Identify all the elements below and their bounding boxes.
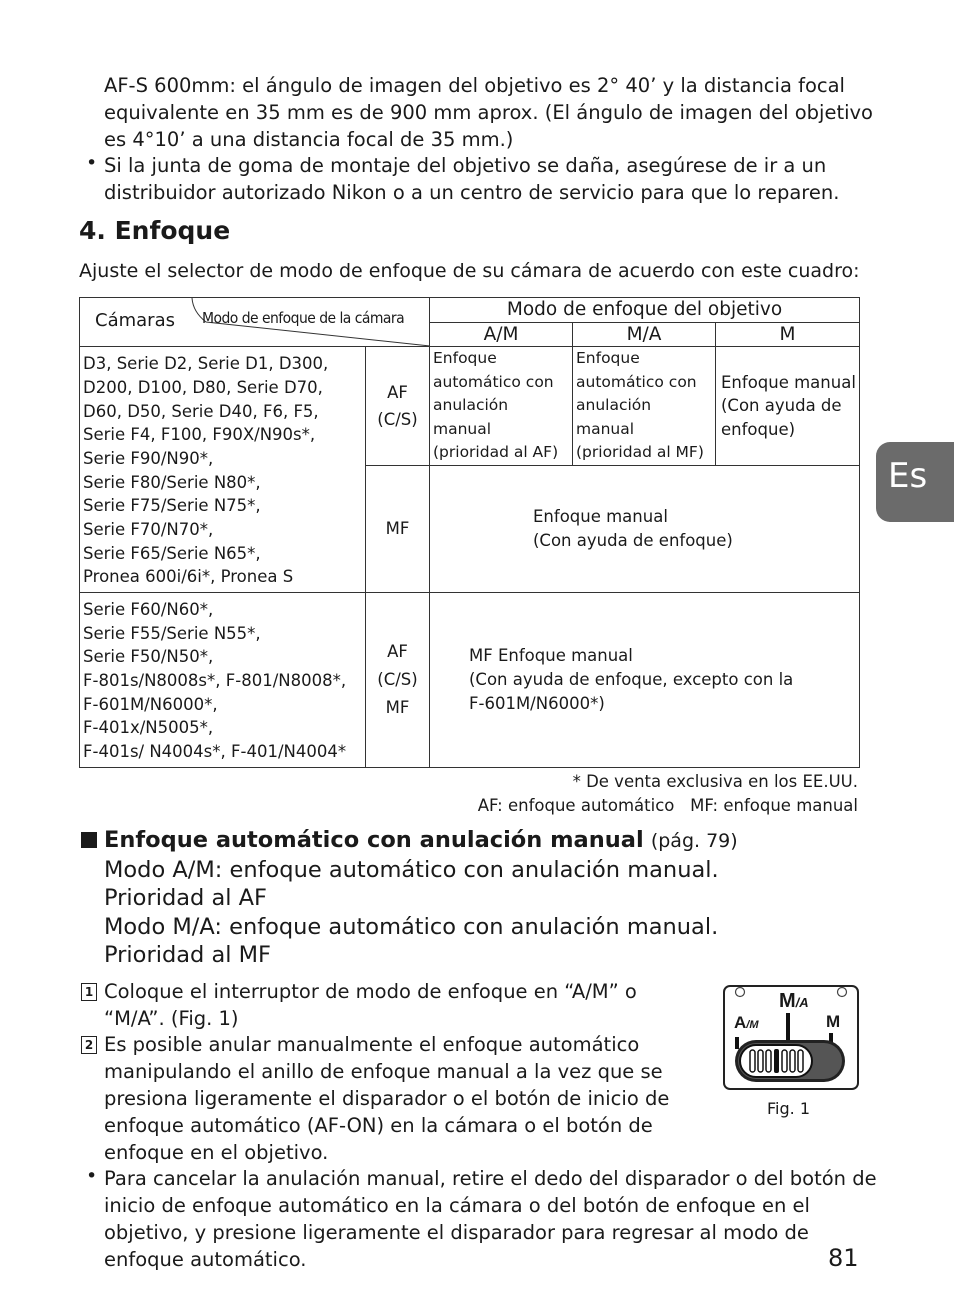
mf-cell: Enfoque manual (Con ayuda de enfoque) — [430, 465, 860, 592]
group2-cameras: Serie F60/N60*, Serie F55/Serie N55*, Serie F50/N50*, F-801s/N8008s*, F-801/N8008*, F-601M/N6000*, F-401x/N5005*, F-401s/ N4004s*, F-401/N4004* — [80, 592, 366, 767]
step-2-text: Es posible anular manualmente el enfoque automático manipulando el anillo de enfoque manual a la vez que se presiona ligeramente el disparador o el botón de inicio de enfoque automático (AF-ON) en la cámara o el botón de enfoque en el objetivo. — [104, 1033, 670, 1164]
step-1-text: Coloque el interruptor de modo de enfoque en “A/M” o “M/A”. (Fig. 1) — [104, 980, 637, 1030]
cancel-bullet-text: Para cancelar la anulación manual, retire el dedo del disparador o del botón de inicio de enfoque automático en la cámara o del botón de enfoque en el objetivo, y presione ligeramente el disparador para regresar al modo de enfoque automático. — [104, 1167, 877, 1271]
group2-cell: MF Enfoque manual (Con ayuda de enfoque, excepto con la F-601M/N6000*) — [430, 592, 860, 767]
group1-mf-mode: MF — [366, 465, 430, 592]
bullet-icon: • — [86, 1165, 98, 1187]
col-header-m: M — [716, 322, 860, 347]
table-lead: Ajuste el selector de modo de enfoque de su cámara de acuerdo con este cuadro: — [79, 260, 860, 282]
intro-paragraph: AF-S 600mm: el ángulo de imagen del objetivo es 2° 40’ y la distancia focal equivalente en 35 mm es de 900 mm aprox. (El ángulo de imagen del objetivo es 4°10’ a una distancia focal de 35 mm.) — [104, 74, 873, 151]
group1-cameras: D3, Serie D2, Serie D1, D300, D200, D100, D80, Serie D70, D60, D50, Serie D40, F6, F5, Serie F4, F100, F90X/N90s*, Serie F90/N90*, Serie F80/Serie N80*, Serie F75/Serie N75*, Serie F70/N70*, Serie F65/Serie N65*, Pronea 600i/6i*, Pronea S — [80, 347, 366, 593]
table-corner-header — [80, 298, 430, 347]
group2-modes: AF (C/S) MF — [366, 592, 430, 767]
col-header-ma: M/A — [573, 322, 716, 347]
label-am: A/M — [734, 1013, 759, 1032]
step-2-number: 2 — [81, 1036, 97, 1054]
label-m: M — [826, 1012, 841, 1031]
usa-note: * De venta exclusiva en los EE.UU. — [572, 772, 858, 791]
section-title: Enfoque automático con anulación manual (pág. 79) Modo A/M: enfoque automático con anulación manual. Prioridad al AF Modo M/A: enfoque automático con anulación manual. Prioridad al MF — [104, 827, 738, 968]
am-cell: Enfoque automático con anulación manual (prioridad al AF) — [430, 347, 573, 466]
camera-mode-label: Modo de enfoque de la cámara — [202, 309, 405, 327]
cameras-label: Cámaras — [95, 310, 175, 331]
col-header-am: A/M — [430, 322, 573, 347]
bullet-icon: • — [86, 152, 98, 174]
focus-switch-figure — [723, 985, 859, 1090]
figure-caption: Fig. 1 — [767, 1099, 810, 1118]
section-heading: 4. Enfoque — [79, 216, 231, 245]
lens-mode-header: Modo de enfoque del objetivo — [430, 298, 860, 323]
intro-bullet: Si la junta de goma de montaje del objetivo se daña, asegúrese de ir a un distribuidor autorizado Nikon o a un centro de servicio para que lo reparen. — [104, 154, 840, 204]
m-cell: Enfoque manual (Con ayuda de enfoque) — [716, 347, 860, 466]
step-1-number: 1 — [81, 983, 97, 1001]
label-ma: M/A — [779, 990, 809, 1012]
language-tab: Es — [876, 442, 954, 522]
page-number: 81 — [828, 1244, 859, 1272]
square-bullet-icon — [81, 832, 97, 848]
group1-af-mode: AF (C/S) — [366, 347, 430, 466]
ma-cell: Enfoque automático con anulación manual (prioridad al MF) — [573, 347, 716, 466]
focus-mode-table — [79, 297, 860, 768]
abbrev-note: AF: enfoque automático MF: enfoque manual — [477, 796, 858, 815]
